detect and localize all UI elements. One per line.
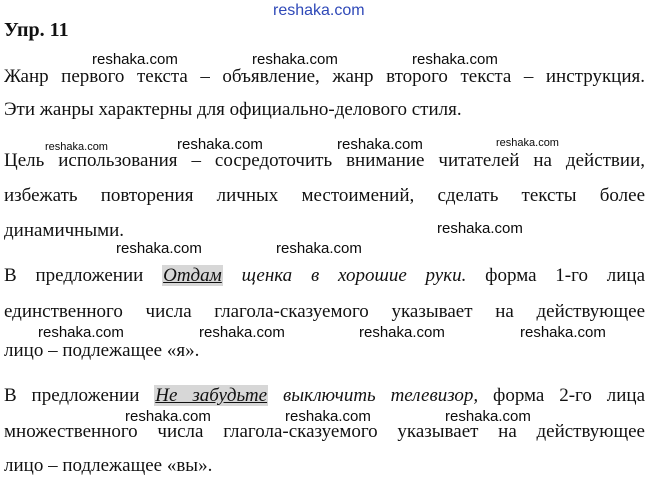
paragraph-3-line-1 [4, 265, 645, 287]
paragraph-3-line-3: лицо – подлежащее «я». [4, 340, 200, 361]
watermark: reshaka.com [92, 51, 178, 68]
watermark: reshaka.com [177, 136, 263, 153]
watermark: reshaka.com [38, 324, 124, 341]
paragraph-4-verb: Не забудьте [155, 385, 268, 406]
paragraph-4-line-3: лицо – подлежащее «вы». [4, 455, 213, 476]
paragraph-2-line-1: Цель использования – сосредоточить внимание читателей на действии, [4, 150, 645, 171]
watermark: reshaka.com [285, 408, 371, 425]
watermark: reshaka.com [199, 324, 285, 341]
paragraph-3-verb: Отдам [163, 265, 222, 286]
watermark: reshaka.com [276, 240, 362, 257]
watermark: reshaka.com [125, 408, 211, 425]
watermark: reshaka.com [445, 408, 531, 425]
paragraph-3-prefix: В предложении [4, 265, 163, 286]
paragraph-3-example: щенка в хорошие руки. [222, 265, 467, 286]
watermark: reshaka.com [359, 324, 445, 341]
paragraph-3-line-2: единственного числа глагола-сказуемого указывает на действующее [4, 301, 645, 322]
paragraph-2-line-2: избежать повторения личных местоимений, сделать тексты более [4, 185, 645, 206]
watermark: reshaka.com [45, 141, 108, 153]
paragraph-4-example: выключить телевизор, [268, 385, 479, 406]
watermark: reshaka.com [520, 324, 606, 341]
paragraph-4-line-1 [4, 385, 645, 407]
exercise-title: Упр. 11 [4, 19, 69, 41]
paragraph-4-suffix: форма 2-го лица [478, 385, 646, 406]
paragraph-4-prefix: В предложении [4, 385, 155, 406]
watermark: reshaka.com [116, 240, 202, 257]
paragraph-2-line-3: динамичными. [4, 220, 125, 241]
watermark: reshaka.com [252, 51, 338, 68]
watermark: reshaka.com [412, 51, 498, 68]
watermark: reshaka.com [337, 136, 423, 153]
paragraph-3-suffix: форма 1-го лица [466, 265, 646, 286]
paragraph-4-line-2: множественного числа глагола-сказуемого указывает на действующее [4, 421, 645, 442]
watermark-top: reshaka.com [273, 2, 365, 19]
watermark: reshaka.com [437, 220, 523, 237]
watermark: reshaka.com [496, 137, 559, 149]
paragraph-1-line-1: Жанр первого текста – объявление, жанр второго текста – инструкция. [4, 66, 645, 87]
paragraph-1-line-2: Эти жанры характерны для официально-делового стиля. [4, 99, 462, 120]
